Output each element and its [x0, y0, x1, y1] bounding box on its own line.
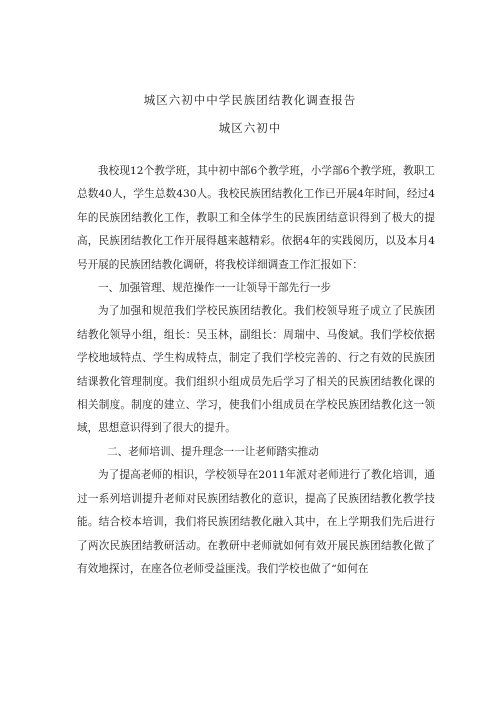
- document-body: [77, 160, 435, 581]
- paragraph-section-1: 为了加强和规范我们学校民族团结教化。我们校领导班子成立了民族团结教化领导小组，组长：吴玉林，副组长：周瑞中、马俊斌。我们学校依据学校地域特点、学生构成特点，制定了我们学校完善的、行之有效的民族团结课教化管理制度。我们组织小组成员先后学习了相关的民族团结教化课的相关制度。制度的建立、学习，使我们小组成员在学校民族团结教化这一领域，思想意识得到了很大的提升。: [77, 305, 435, 435]
- section-heading-1: 一、加强管理、规范操作一一让领导干部先行一步: [98, 282, 332, 295]
- section-heading-2: 二、老师培训、提升理念一一让老师踏实推动: [107, 445, 319, 458]
- document-author: 城区六初中: [218, 121, 282, 135]
- paragraph-section-2: 为了提高老师的相识，学校领导在2011年派对老师进行了教化培训，通过一系列培训提升老师对民族团结教化的意识，提高了民族团结教化教学技能。结合校本培训，我们将民族团结教化融入其中，在上学期我们先后进行了两次民族团结教研活动。在教研中老师就如何有效开展民族团结教化做了有效地探讨，在座各位老师受益匪浅。我们学校也做了“如何在: [77, 469, 435, 575]
- document-title: 城区六初中中学民族团结教化调查报告: [143, 93, 357, 107]
- paragraph-intro: 我校现12个教学班，其中初中部6个教学班，小学部6个教学班，教职工总数40人，学生总数430人。我校民族团结教化工作已开展4年时间，经过4年的民族团结教化工作，教职工和全体学生的民族团结意识得到了极大的提高，民族团结教化工作开展得越来越精彩。依据4年的实践阅历，以及本月4号开展的民族团结教化调研，将我校详细调查工作汇报如下：: [77, 165, 435, 271]
